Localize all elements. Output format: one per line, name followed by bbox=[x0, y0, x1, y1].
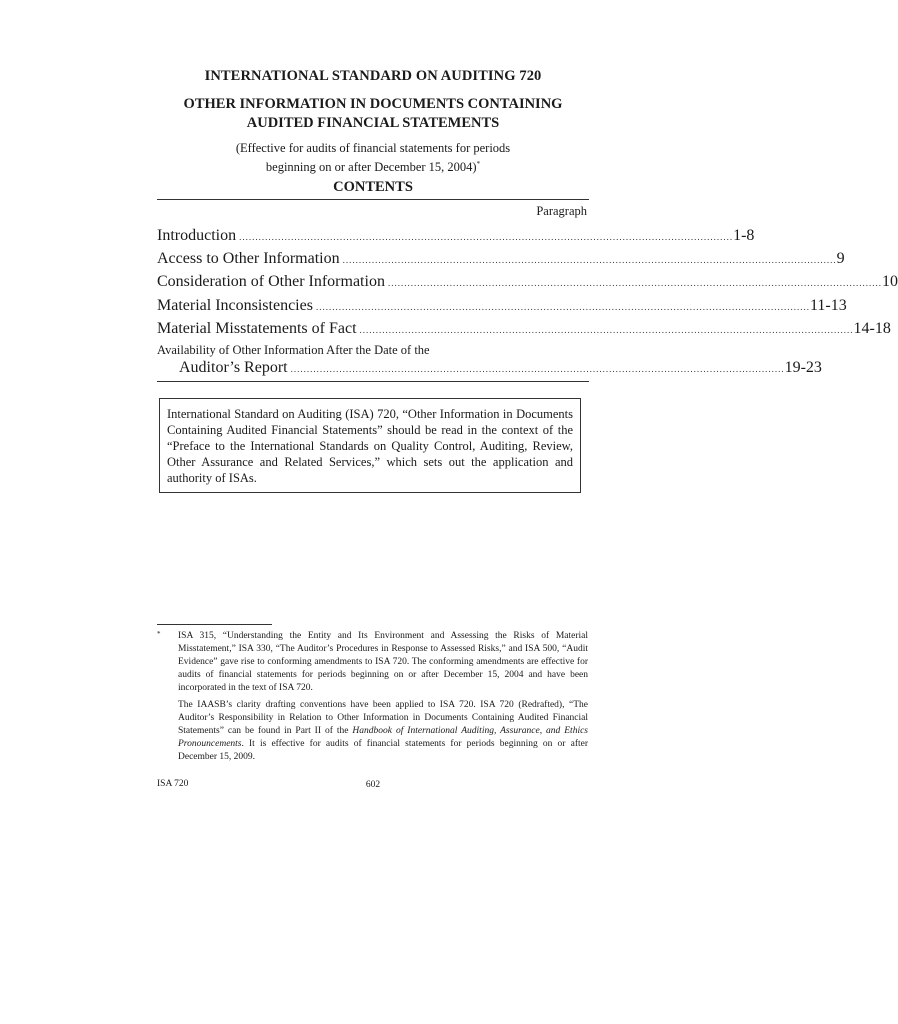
toc-entry-introduction[interactable] bbox=[157, 227, 755, 244]
toc-label: Introduction bbox=[157, 227, 237, 244]
footnote-paragraph-1: ISA 315, “Understanding the Entity and Its Environment and Assessing the Risks of Material Misstatement,” ISA 330, “The Auditor’s Procedures in Response to Assessed Risks,” and ISA 500, “Audit Evidence” gave rise to conforming amendments to ISA 720. The conforming amendments are effective for audits of financial statements for periods beginning on or after December 15, 2004 and have been incorporated in the text of ISA 720. bbox=[178, 631, 588, 693]
standard-subtitle bbox=[157, 95, 589, 133]
footnote-text-before: The IAASB’s clarity drafting conventions have been applied to ISA 720. ISA 720 (Redrafted), “The Auditor’s Responsibility in Relation to Other Information in Documents Containing Audited Financial Statements” can be found in Part II of the bbox=[178, 700, 588, 736]
toc-leader-dots: ........................................................................................................................................................ bbox=[290, 364, 785, 374]
toc-paragraph: 1-8 bbox=[733, 227, 755, 244]
toc-label: Material Misstatements of Fact bbox=[157, 320, 357, 337]
toc-paragraph: 19-23 bbox=[784, 359, 822, 376]
subtitle-line-2: AUDITED FINANCIAL STATEMENTS bbox=[246, 115, 500, 131]
footnote-paragraph-2 bbox=[178, 699, 588, 764]
contents-heading: CONTENTS bbox=[333, 179, 413, 195]
contents-top-rule bbox=[157, 199, 589, 200]
toc-label: Access to Other Information bbox=[157, 250, 340, 267]
footer-standard-id: ISA 720 bbox=[157, 779, 189, 789]
effective-date-note bbox=[157, 140, 589, 175]
effective-line-2 bbox=[157, 156, 589, 175]
footnote-separator bbox=[157, 624, 272, 625]
authority-notice-box: International Standard on Auditing (ISA) 720, “Other Information in Documents Containing Audited Financial Statements” should be read in the context of the “Preface to the International Standards on Quality Control, Auditing, Review, Other Assurance and Related Services,” which sets out the application and authority of ISAs. bbox=[159, 398, 581, 493]
toc-paragraph: 9 bbox=[836, 250, 845, 267]
effective-line-1: (Effective for audits of financial statements for periods bbox=[235, 141, 511, 155]
paragraph-column-label: Paragraph bbox=[536, 204, 587, 218]
footnote-reference[interactable]: * bbox=[476, 160, 481, 168]
toc-paragraph: 11-13 bbox=[809, 297, 847, 314]
toc-leader-dots: ........................................................................................................................................................ bbox=[315, 302, 810, 312]
toc-leader-dots: ........................................................................................................................................................ bbox=[342, 255, 837, 265]
contents-bottom-rule bbox=[157, 381, 589, 382]
toc-label: Consideration of Other Information bbox=[157, 273, 385, 290]
footnote-text-after: . It is effective for audits of financial statements for periods beginning on or after December 15, 2009. bbox=[178, 739, 588, 762]
toc-entry-availability[interactable] bbox=[179, 359, 822, 376]
effective-line-2-text: beginning on or after December 15, 2004) bbox=[265, 160, 477, 175]
toc-entry-consideration[interactable] bbox=[157, 273, 898, 290]
toc-label: Material Inconsistencies bbox=[157, 297, 313, 314]
toc-paragraph: 14-18 bbox=[853, 320, 891, 337]
page-number: 602 bbox=[365, 780, 381, 790]
toc-leader-dots: ........................................................................................................................................................ bbox=[239, 232, 734, 242]
toc-entry-misstatements[interactable] bbox=[157, 320, 891, 337]
toc-leader-dots: ........................................................................................................................................................ bbox=[359, 325, 854, 335]
toc-entry-availability-line-1[interactable]: Availability of Other Information After the Date of the bbox=[157, 343, 430, 357]
toc-paragraph: 10 bbox=[881, 273, 898, 290]
standard-title: INTERNATIONAL STANDARD ON AUDITING 720 bbox=[204, 68, 542, 84]
handbook-title: Handbook of International Auditing, Assurance, and Ethics Pronouncements bbox=[178, 726, 588, 749]
toc-entry-access[interactable] bbox=[157, 250, 845, 267]
toc-leader-dots: ........................................................................................................................................................ bbox=[387, 278, 882, 288]
toc-label: Auditor’s Report bbox=[179, 359, 288, 376]
footnote-marker: * bbox=[157, 630, 161, 638]
subtitle-line-1: OTHER INFORMATION IN DOCUMENTS CONTAINING bbox=[183, 96, 563, 112]
toc-entry-inconsistencies[interactable] bbox=[157, 297, 847, 314]
